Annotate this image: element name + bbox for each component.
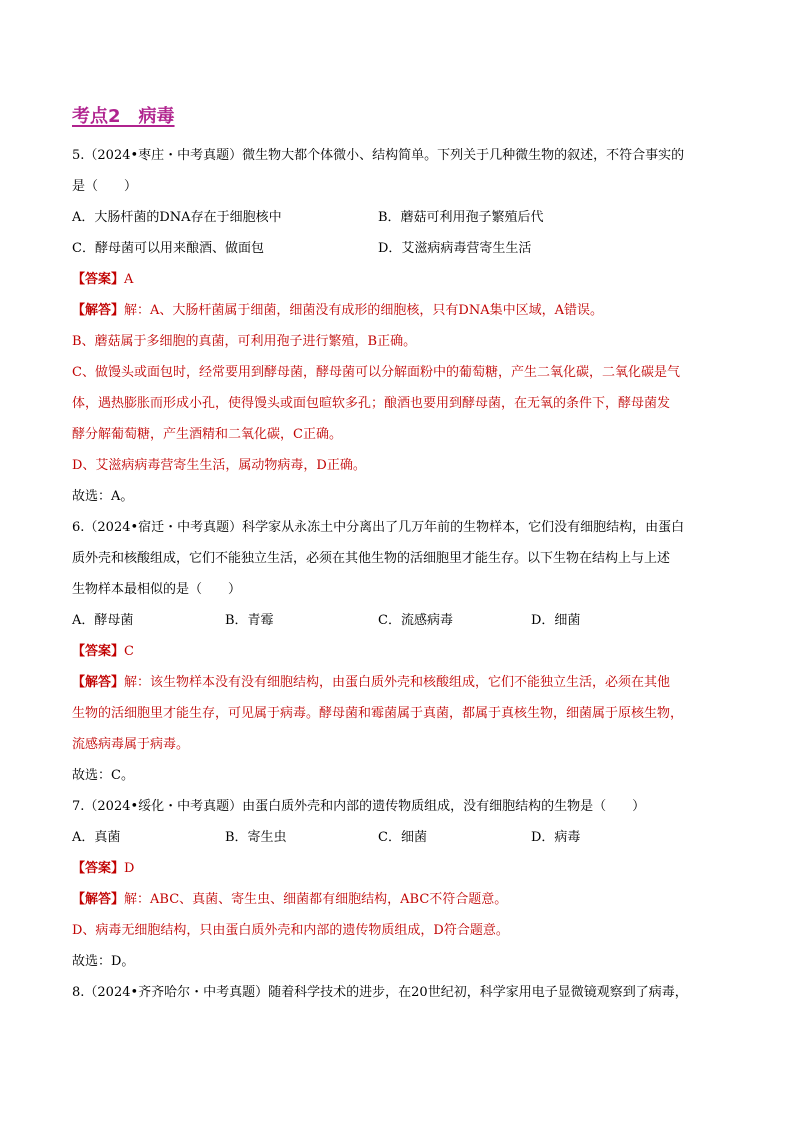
q7-options-row xyxy=(72,822,732,853)
q7-explanation-line-1 xyxy=(72,884,732,915)
question-8 xyxy=(72,977,732,1008)
answer-value: A xyxy=(124,272,134,287)
q6-answer xyxy=(72,636,732,667)
q6-explanation-line-1 xyxy=(72,667,732,698)
question-5 xyxy=(72,140,732,512)
q7-option-b: B．寄生虫 xyxy=(225,830,287,845)
q6-choice: 故选：C。 xyxy=(72,768,134,783)
explanation-text: 解：ABC、真菌、寄生虫、细菌都有细胞结构，ABC不符合题意。 xyxy=(124,892,508,907)
explanation-label: 【解答】 xyxy=(72,892,125,907)
q5-option-a: A．大肠杆菌的DNA存在于细胞核中 xyxy=(72,210,282,225)
q8-stem-line-1: 8.（2024•齐齐哈尔・中考真题）随着科学技术的进步，在20世纪初，科学家用电子显微镜观察到了病毒， xyxy=(72,985,688,1000)
q7-choice: 故选：D。 xyxy=(72,954,135,969)
q7-option-d: D．病毒 xyxy=(531,830,581,845)
q7-stem-line-1: 7.（2024•绥化・中考真题）由蛋白质外壳和内部的遗传物质组成，没有细胞结构的生物是（ ） xyxy=(72,799,646,814)
explanation-text: 解：该生物样本没有没有细胞结构，由蛋白质外壳和核酸组成，它们不能独立生活，必须在其他 xyxy=(124,675,671,690)
q5-explanation-line-4: 体，遇热膨胀而形成小孔，使得馒头或面包暄软多孔；酿酒也要用到酵母菌，在无氧的条件下，酵母菌发 xyxy=(72,396,671,411)
q5-explanation-line-1 xyxy=(72,295,732,326)
question-7 xyxy=(72,791,732,977)
answer-label: 【答案】 xyxy=(72,272,125,287)
q5-stem-line-1: 5.（2024•枣庄・中考真题）微生物大都个体微小、结构简单。下列关于几种微生物的叙述，不符合事实的 xyxy=(72,148,685,163)
q5-option-d: D．艾滋病病毒营寄生生活 xyxy=(378,241,532,256)
q5-explanation-line-6: D、艾滋病病毒营寄生生活，属动物病毒，D正确。 xyxy=(72,458,366,473)
q6-option-a: A．酵母菌 xyxy=(72,613,134,628)
answer-label: 【答案】 xyxy=(72,644,125,659)
q6-stem-line-3: 生物样本最相似的是（ ） xyxy=(72,582,242,597)
q5-choice: 故选：A。 xyxy=(72,489,134,504)
q6-stem-line-2: 质外壳和核酸组成，它们不能独立生活，必须在其他生物的活细胞里才能生存。以下生物在结构上与上述 xyxy=(72,551,671,566)
q6-option-b: B．青霉 xyxy=(225,613,274,628)
q5-explanation-line-3: C、做馒头或面包时，经常要用到酵母菌，酵母菌可以分解面粉中的葡萄糖，产生二氧化碳，二氧化碳是气 xyxy=(72,365,680,380)
section-title: 考点2 病毒 xyxy=(72,106,175,127)
q7-option-c: C．细菌 xyxy=(378,830,427,845)
q5-stem-line-2: 是（ ） xyxy=(72,179,138,194)
q7-answer xyxy=(72,853,732,884)
q5-option-b: B．蘑菇可利用孢子繁殖后代 xyxy=(378,210,544,225)
q5-explanation-line-2: B、蘑菇属于多细胞的真菌，可利用孢子进行繁殖，B正确。 xyxy=(72,334,417,349)
q7-option-a: A．真菌 xyxy=(72,830,121,845)
q6-options-row xyxy=(72,605,732,636)
q6-stem-line-1: 6.（2024•宿迁・中考真题）科学家从永冻土中分离出了几万年前的生物样本，它们没有细胞结构，由蛋白 xyxy=(72,520,685,535)
explanation-label: 【解答】 xyxy=(72,303,125,318)
question-6 xyxy=(72,512,732,791)
q6-option-c: C．流感病毒 xyxy=(378,613,453,628)
q6-explanation-line-2: 生物的活细胞里才能生存，可见属于病毒。酵母菌和霉菌属于真菌，都属于真核生物，细菌属于原核生物， xyxy=(72,706,684,721)
q5-option-c: C．酵母菌可以用来酿酒、做面包 xyxy=(72,241,264,256)
explanation-text: 解：A、大肠杆菌属于细菌，细菌没有成形的细胞核，只有DNA集中区域，A错误。 xyxy=(124,303,603,318)
q5-explanation-line-5: 酵分解葡萄糖，产生酒精和二氧化碳，C正确。 xyxy=(72,427,342,442)
q5-answer xyxy=(72,264,732,295)
explanation-label: 【解答】 xyxy=(72,675,125,690)
answer-label: 【答案】 xyxy=(72,861,125,876)
q7-explanation-line-2: D、病毒无细胞结构，只由蛋白质外壳和内部的遗传物质组成，D符合题意。 xyxy=(72,923,509,938)
q6-option-d: D．细菌 xyxy=(531,613,581,628)
answer-value: C xyxy=(124,644,134,659)
q6-explanation-line-3: 流感病毒属于病毒。 xyxy=(72,737,190,752)
answer-value: D xyxy=(124,861,135,876)
document-page xyxy=(72,100,732,1008)
q5-options-row-2 xyxy=(72,233,732,264)
q5-options-row-1 xyxy=(72,202,732,233)
